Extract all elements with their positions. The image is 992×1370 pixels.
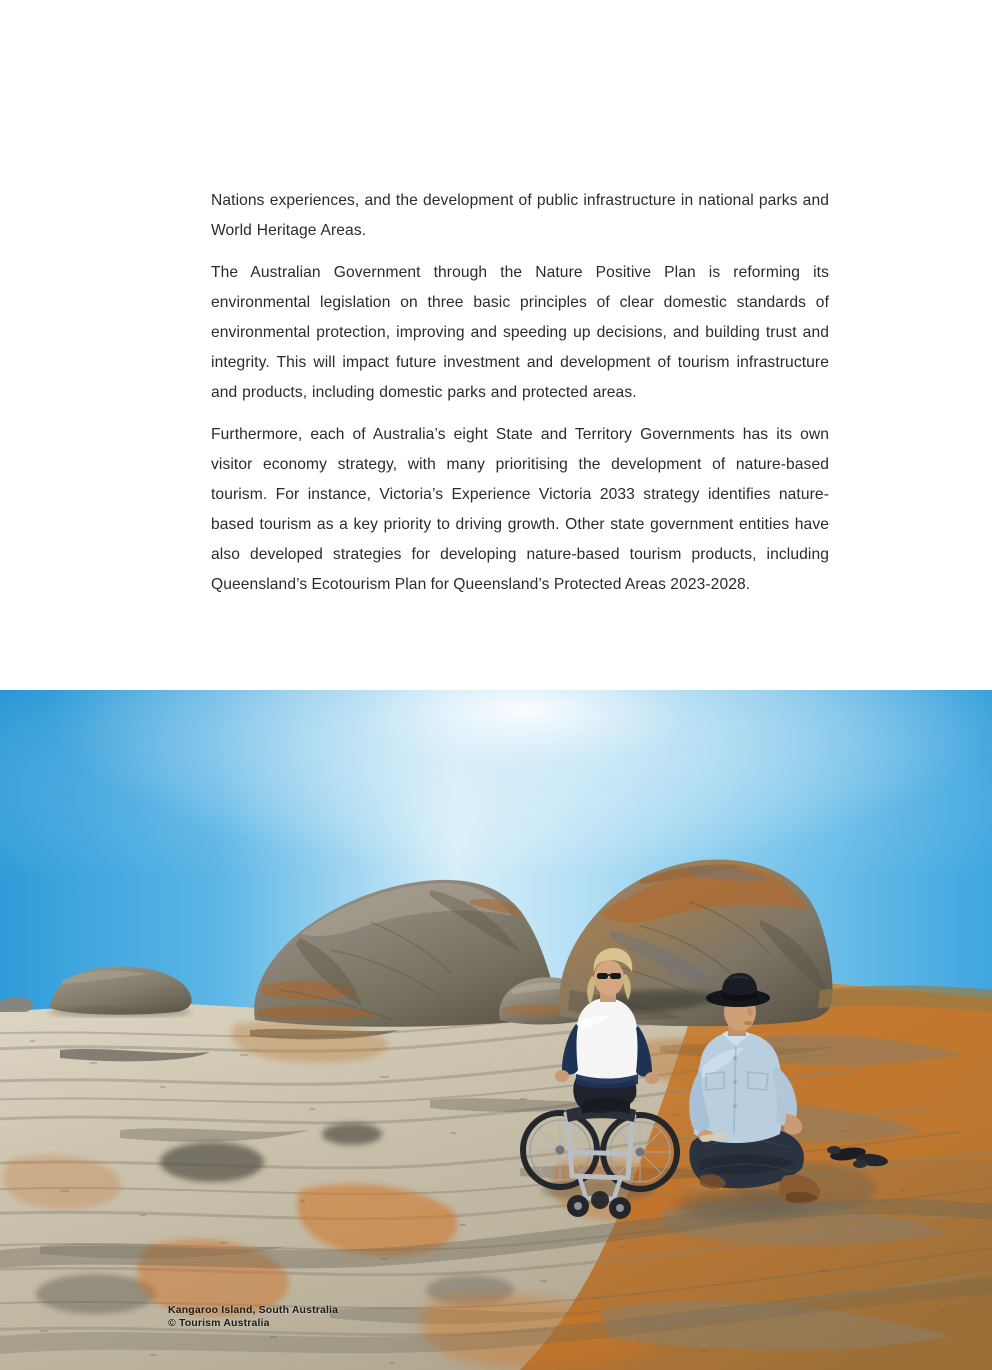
- paragraph-1: Nations experiences, and the development of public infrastructure in national parks and World Heritage Areas.: [211, 192, 829, 239]
- photo-illustration: [0, 690, 992, 1370]
- hand-right: [645, 1072, 659, 1084]
- paragraph-3: Furthermore, each of Australia’s eight State and Territory Governments has its own visitor economy strategy, with many prioritising the development of nature-based tourism. For instance, Victoria’s Experience Victoria 2033 strategy identifies nature-based tourism as a key priority to driving growth. Other state government entities have also developed strategies for developing nature-based tourism products, including Queensland’s Ecotourism Plan for Queensland’s Protected Areas 2023-2028.: [211, 426, 829, 593]
- paragraph-2: The Australian Government through the Nature Positive Plan is reforming its environmental legislation on three basic principles of clear domestic standards of environmental protection, improving and speeding up decisions, and building trust and integrity. This will impact future investment and development of tourism infrastructure and products, including domestic parks and protected areas.: [211, 264, 829, 401]
- white-tshirt: [575, 998, 639, 1084]
- photo-kangaroo-island: [0, 690, 992, 1370]
- photo-caption: [168, 1290, 338, 1344]
- caption-location: Kangaroo Island, South Australia: [168, 1303, 339, 1316]
- caption-credit: © Tourism Australia: [168, 1317, 270, 1329]
- body-text-column: [211, 186, 829, 600]
- hand-left: [555, 1070, 569, 1082]
